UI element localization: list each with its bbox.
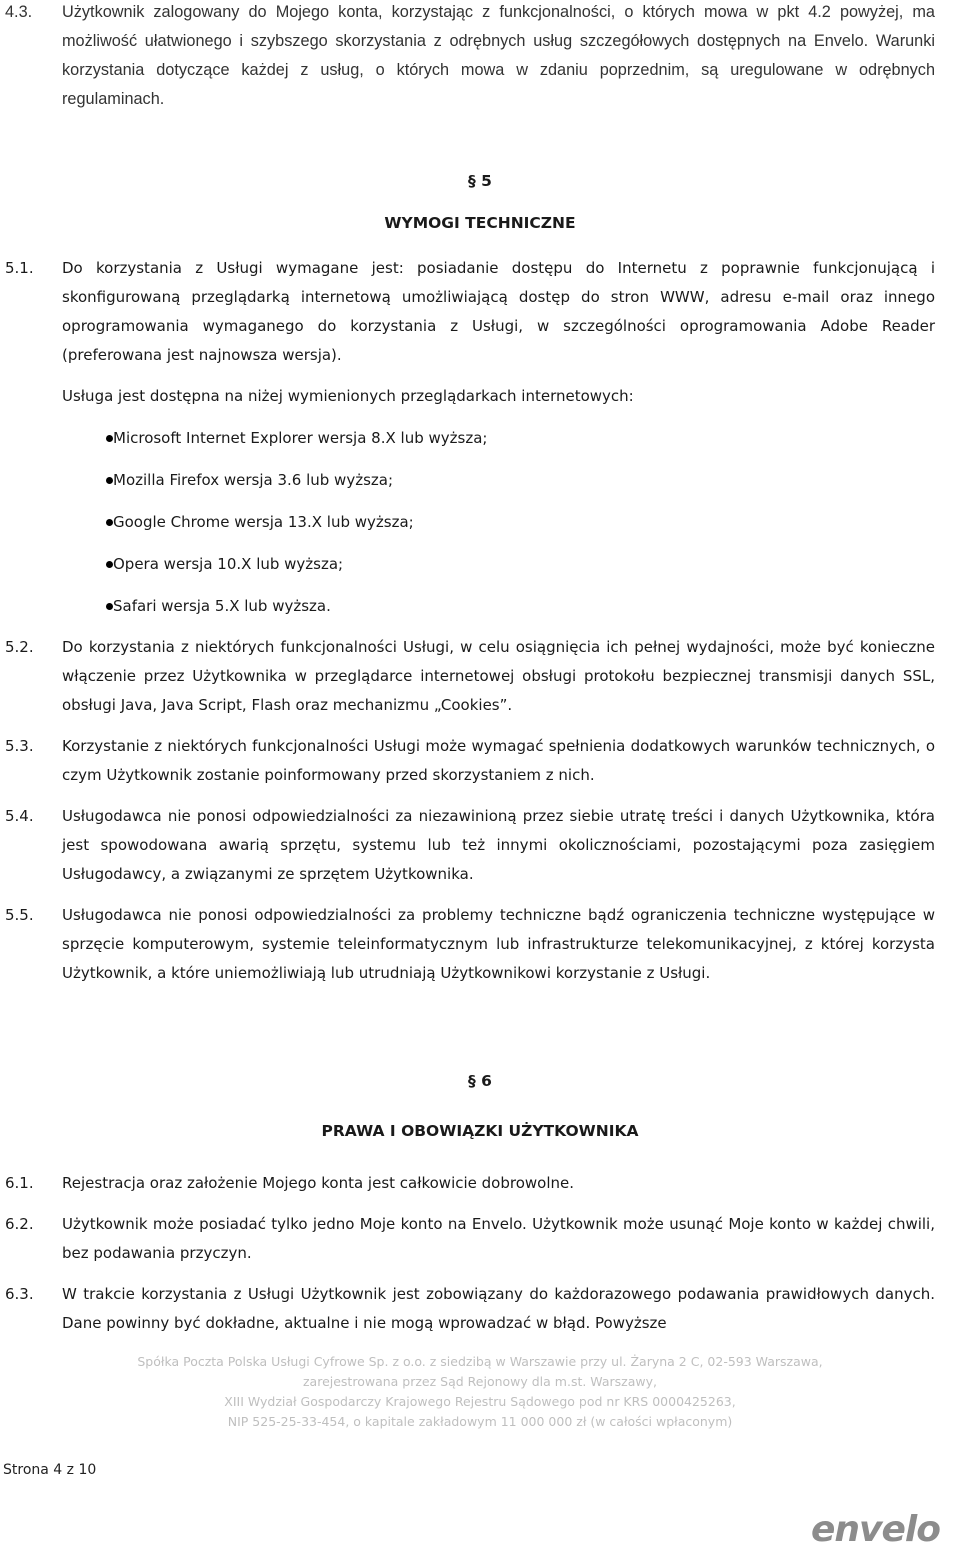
clause-number: 5.4. <box>5 807 34 825</box>
clause-number: 4.3. <box>5 3 33 21</box>
footer-line: Spółka Poczta Polska Usługi Cyfrowe Sp. z o.o. z siedzibą w Warszawie przy ul. Żaryna 2 C, 02-593 Warszawa, <box>137 1354 823 1369</box>
bullet-icon <box>106 435 113 442</box>
clause-text: Usługodawca nie ponosi odpowiedzialności za problemy techniczne bądź ograniczenia techniczne występujące w sprzęcie komputerowym, systemie teleinformatycznym lub infrastrukturze telekomunikacyjnej, z której korzysta Użytkownik, a które uniemożliwiają lub utrudniają Użytkownikowi korzystanie z Usługi. <box>62 906 935 982</box>
clause-number: 5.3. <box>5 737 34 755</box>
bullet-icon <box>106 477 113 484</box>
section-6-title: PRAWA I OBOWIĄZKI UŻYTKOWNIKA <box>321 1122 639 1140</box>
clause-text: Użytkownik może posiadać tylko jedno Moje konto na Envelo. Użytkownik może usunąć Moje konto w każdej chwili, bez podawania przyczyn. <box>62 1215 935 1262</box>
clause-text: Usługodawca nie ponosi odpowiedzialności za niezawinioną przez siebie utratę treści i danych Użytkownika, która jest spowodowana awarią sprzętu, systemu lub też innymi okolicznościami, pozostającymi poza zasięgiem Usługodawcy, a związanymi ze sprzętem Użytkownika. <box>62 807 935 883</box>
clause-5-3 <box>5 732 935 790</box>
clause-5-2 <box>5 633 935 720</box>
footer-line: XIII Wydział Gospodarczy Krajowego Rejestru Sądowego pod nr KRS 0000425263, <box>224 1394 736 1409</box>
clause-text: Rejestracja oraz założenie Mojego konta jest całkowicie dobrowolne. <box>62 1174 575 1192</box>
clause-text: Korzystanie z niektórych funkcjonalności Usługi może wymagać spełnienia dodatkowych warunków technicznych, o czym Użytkownik zostanie poinformowany przed skorzystaniem z nich. <box>62 737 935 784</box>
clause-5-5 <box>5 901 935 988</box>
section-5-title: WYMOGI TECHNICZNE <box>384 214 576 232</box>
clause-number: 5.2. <box>5 638 34 656</box>
browser-name: Safari wersja 5.X lub wyższa. <box>113 597 331 615</box>
clause-text: Użytkownik zalogowany do Mojego konta, korzystając z funkcjonalności, o których mowa w pkt 4.2 powyżej, ma możliwość ułatwionego i szybszego skorzystania z odrębnych usług szczegółowych dostępnych na Envelo. Warunki korzystania dotyczące każdej z usług, o których mowa w zdaniu poprzednim, są uregulowane w odrębnych regulaminach. <box>62 3 935 108</box>
browser-list <box>62 424 487 634</box>
clause-6-1 <box>5 1169 935 1198</box>
section-6-symbol: § 6 <box>468 1072 492 1090</box>
footer-line: zarejestrowana przez Sąd Rejonowy dla m.st. Warszawy, <box>302 1374 657 1389</box>
section-5-symbol: § 5 <box>468 172 492 190</box>
company-footer <box>0 1352 960 1432</box>
clause-number: 6.2. <box>5 1215 34 1233</box>
browsers-intro: Usługa jest dostępna na niżej wymienionych przeglądarkach internetowych: <box>62 387 634 405</box>
list-item <box>62 466 487 508</box>
clause-number: 5.5. <box>5 906 34 924</box>
clause-number: 6.3. <box>5 1285 34 1303</box>
clause-text: Do korzystania z Usługi wymagane jest: posiadanie dostępu do Internetu z poprawnie funkcjonującą i skonfigurowaną przeglądarką internetową umożliwiającą dostęp do stron WWW, adresu e-mail oraz innego oprogramowania wymaganego do korzystania z Usługi, w szczególności oprogramowania Adobe Reader (preferowana jest najnowsza wersja). <box>62 259 935 364</box>
clause-text: Do korzystania z niektórych funkcjonalności Usługi, w celu osiągnięcia ich pełnej wydajności, może być konieczne włączenie przez Użytkownika w przeglądarce internetowej obsługi protokołu bezpiecznej transmisji danych SSL, obsługi Java, Java Script, Flash oraz mechanizmu „Cookies”. <box>62 638 935 714</box>
list-item <box>62 592 487 634</box>
clause-5-1 <box>5 254 935 370</box>
browser-name: Mozilla Firefox wersja 3.6 lub wyższa; <box>113 471 394 489</box>
bullet-icon <box>106 519 113 526</box>
list-item <box>62 550 487 592</box>
bullet-icon <box>106 603 113 610</box>
clause-4-3 <box>5 0 935 114</box>
clause-number: 6.1. <box>5 1174 34 1192</box>
page-number: Strona 4 z 10 <box>3 1462 97 1478</box>
browser-name: Opera wersja 10.X lub wyższa; <box>113 555 344 573</box>
list-item <box>62 508 487 550</box>
clause-5-4 <box>5 802 935 889</box>
clause-6-2 <box>5 1210 935 1268</box>
clause-6-3 <box>5 1280 935 1338</box>
clause-text: W trakcie korzystania z Usługi Użytkownik jest zobowiązany do każdorazowego podawania prawidłowych danych. Dane powinny być dokładne, aktualne i nie mogą wprowadzać w błąd. Powyższe <box>62 1285 935 1332</box>
browser-name: Google Chrome wersja 13.X lub wyższa; <box>113 513 414 531</box>
clause-number: 5.1. <box>5 259 34 277</box>
footer-line: NIP 525-25-33-454, o kapitale zakładowym 11 000 000 zł (w całości wpłaconym) <box>227 1414 733 1429</box>
browser-name: Microsoft Internet Explorer wersja 8.X lub wyższa; <box>113 429 488 447</box>
bullet-icon <box>106 561 113 568</box>
list-item <box>62 424 487 466</box>
envelo-logo: envelo <box>811 1508 940 1550</box>
